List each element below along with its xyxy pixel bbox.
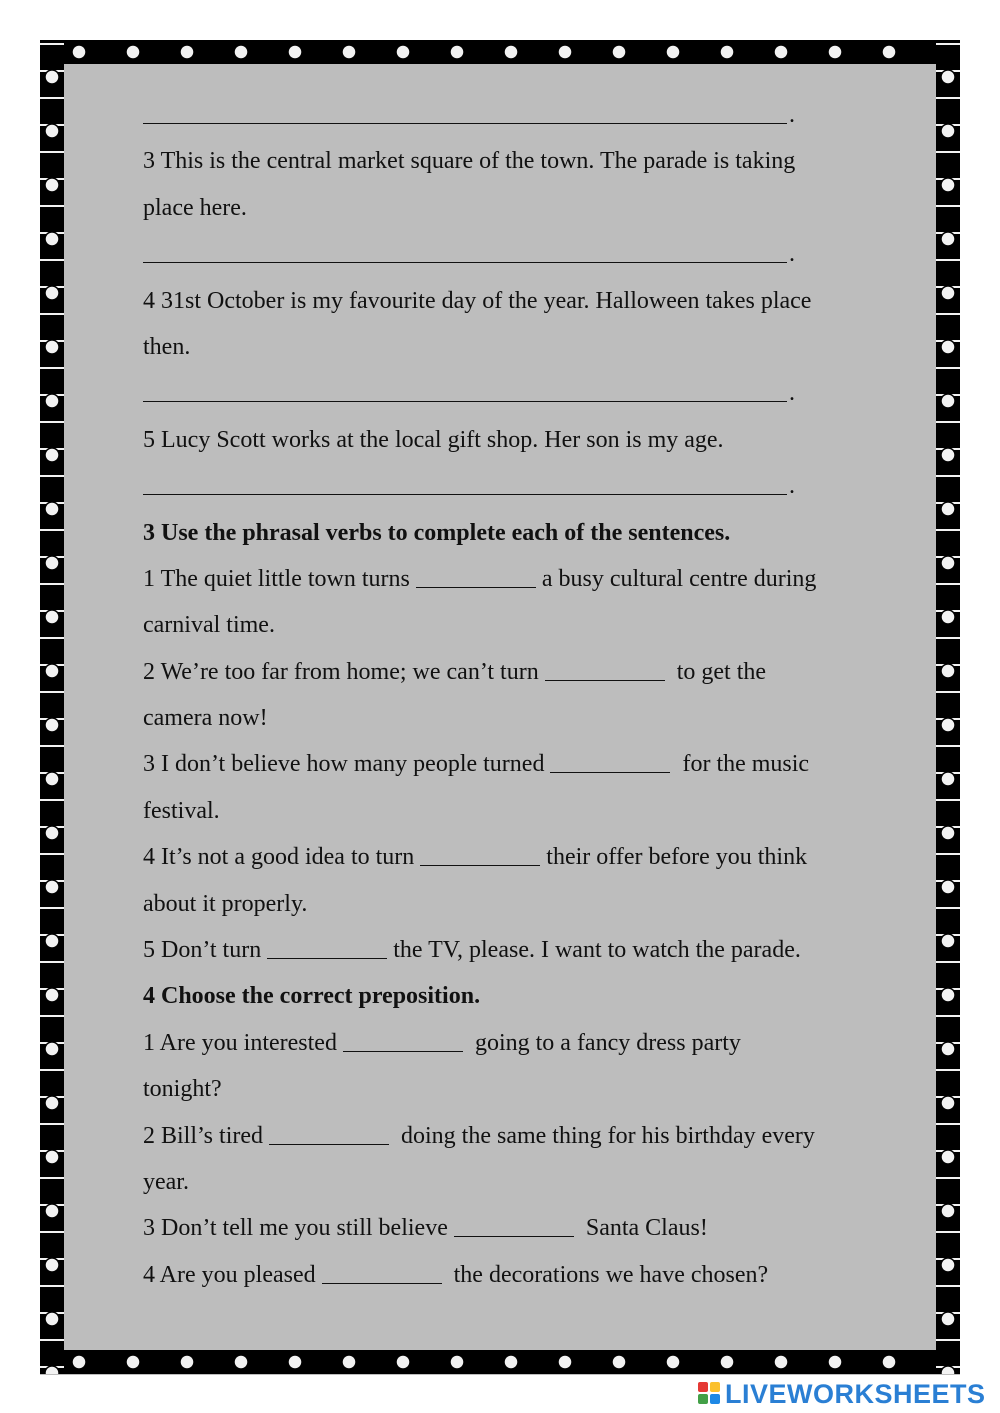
decorative-border-right <box>936 40 960 1374</box>
blank-input[interactable] <box>420 851 540 866</box>
exercise-line <box>143 1205 903 1251</box>
blank-input[interactable] <box>269 1130 389 1145</box>
answer-line[interactable] <box>143 231 903 277</box>
answer-line[interactable] <box>143 92 903 138</box>
exercise-line <box>143 1252 903 1298</box>
exercise-text: 1 The quiet little town turns <box>143 565 410 592</box>
exercise-text: 2 Bill’s tired <box>143 1122 263 1149</box>
exercise-text: festival. <box>143 797 220 824</box>
liveworksheets-watermark <box>698 1378 986 1410</box>
blank-input[interactable] <box>267 944 387 959</box>
exercise-text: 5 Don’t turn <box>143 937 262 964</box>
answer-suffix: . <box>789 241 795 268</box>
exercise-text: 4 It’s not a good idea to turn <box>143 844 415 871</box>
exercise-text: 3 Don’t tell me you still believe <box>143 1215 448 1242</box>
exercise-text: 4 31st October is my favourite day of the year. Halloween takes place <box>143 287 812 314</box>
blank-input[interactable] <box>343 1037 463 1052</box>
blank-input[interactable] <box>454 1222 574 1237</box>
exercise-line <box>143 741 903 787</box>
exercise-text: tonight? <box>143 1076 222 1103</box>
exercise-line <box>143 927 903 973</box>
blank-input[interactable] <box>550 758 670 773</box>
exercise-text: 4 Are you pleased <box>143 1261 316 1288</box>
answer-suffix: . <box>789 380 795 407</box>
blank-input[interactable] <box>545 666 665 681</box>
liveworksheets-logo-icon <box>698 1382 722 1406</box>
exercise-text: for the music <box>682 751 810 778</box>
exercise-text: the TV, please. I want to watch the parade. <box>393 937 801 964</box>
exercise-line <box>143 1020 903 1066</box>
exercise-text: a busy cultural centre during <box>541 565 817 592</box>
exercise-text: 3 This is the central market square of the town. The parade is taking <box>143 148 796 175</box>
exercise-text: Santa Claus! <box>585 1215 708 1242</box>
exercise-text: carnival time. <box>143 612 275 639</box>
exercise-text: 3 I don’t believe how many people turned <box>143 751 545 778</box>
exercise-text: the decorations we have chosen? <box>453 1261 769 1288</box>
exercise-text: then. <box>143 333 191 360</box>
answer-line[interactable] <box>143 463 903 509</box>
exercise-text: going to a fancy dress party <box>474 1029 741 1056</box>
exercise-text: camera now! <box>143 705 268 732</box>
exercise-text: about it properly. <box>143 890 308 917</box>
exercise-line <box>143 1113 903 1159</box>
exercise-line <box>143 834 903 880</box>
worksheet-content <box>143 92 903 1298</box>
decorative-border-top <box>40 40 960 64</box>
exercise-text: doing the same thing for his birthday every <box>401 1122 815 1149</box>
exercise-text: year. <box>143 1168 189 1195</box>
exercise-text: 2 We’re too far from home; we can’t turn <box>143 658 539 685</box>
section-heading-3: 3 Use the phrasal verbs to complete each of the sentences. <box>143 519 731 546</box>
exercise-text: 1 Are you interested <box>143 1029 337 1056</box>
exercise-text: their offer before you think <box>546 844 808 871</box>
exercise-text: to get the <box>676 658 767 685</box>
watermark-text: LIVEWORKSHEETS <box>725 1378 986 1409</box>
answer-suffix: . <box>789 102 795 128</box>
exercise-line <box>143 556 903 602</box>
decorative-border-bottom <box>40 1350 960 1374</box>
exercise-text: place here. <box>143 194 247 221</box>
answer-line[interactable] <box>143 370 903 416</box>
blank-input[interactable] <box>322 1269 442 1284</box>
section-heading-4: 4 Choose the correct preposition. <box>143 983 481 1010</box>
decorative-border-left <box>40 40 64 1374</box>
exercise-text: 5 Lucy Scott works at the local gift shop. Her son is my age. <box>143 426 724 453</box>
exercise-line <box>143 649 903 695</box>
answer-suffix: . <box>789 473 795 500</box>
blank-input[interactable] <box>416 573 536 588</box>
